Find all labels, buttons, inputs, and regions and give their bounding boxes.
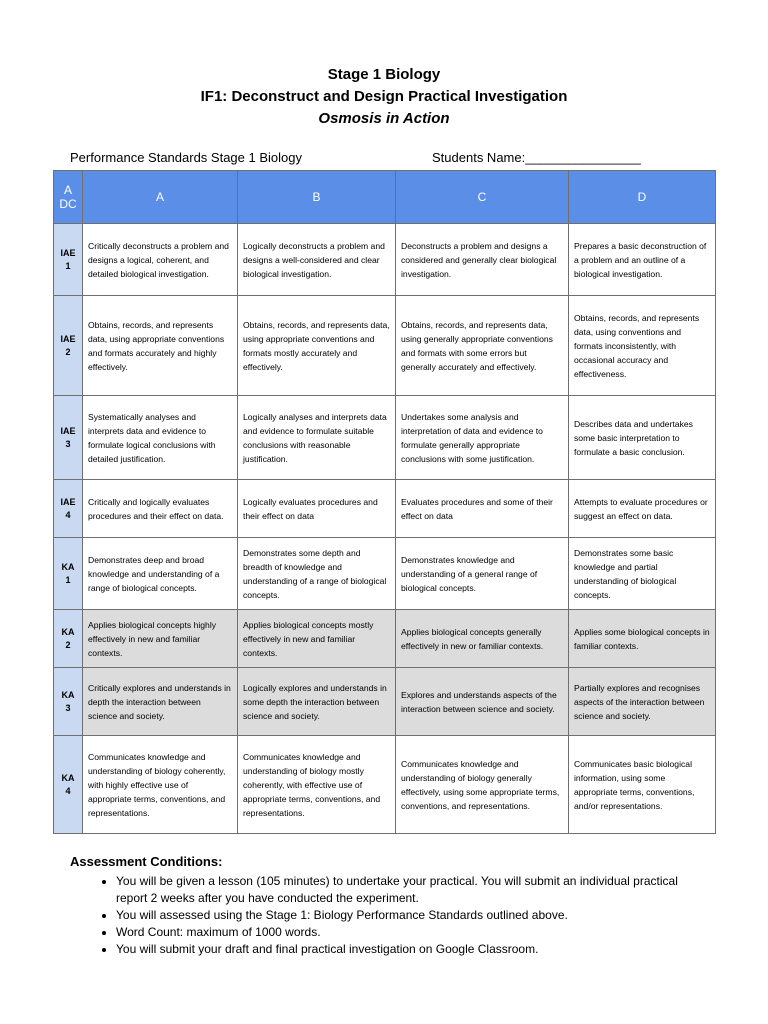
criterion-code: IAE 3 [54,396,83,480]
descriptor-cell: Obtains, records, and represents data, using conventions and formats inconsistently, with occasional accuracy and effectiveness. [569,296,716,396]
descriptor-cell: Applies biological concepts generally effectively in new or familiar contexts. [396,610,569,668]
descriptor-cell: Communicates knowledge and understanding of biology generally effectively, using some appropriate terms, conventions, and representations. [396,736,569,834]
rubric-row [54,538,716,610]
criterion-code: IAE 1 [54,224,83,296]
document-header [0,64,768,130]
descriptor-cell: Describes data and undertakes some basic interpretation to formulate a basic conclusion. [569,396,716,480]
rubric-row [54,736,716,834]
rubric-row [54,296,716,396]
descriptor-cell: Demonstrates knowledge and understanding of a general range of biological concepts. [396,538,569,610]
descriptor-cell: Demonstrates some basic knowledge and partial understanding of biological concepts. [569,538,716,610]
rubric-header-row [54,171,716,224]
rubric-row [54,396,716,480]
descriptor-cell: Communicates basic biological information, using some appropriate terms, conventions, and/or representations. [569,736,716,834]
conditions-heading: Assessment Conditions: [70,854,223,869]
descriptor-cell: Applies biological concepts mostly effectively in new and familiar contexts. [238,610,396,668]
descriptor-cell: Partially explores and recognises aspects of the interaction between science and society. [569,668,716,736]
grade-header: A [83,171,238,224]
condition-item: • Word Count: maximum of 1000 words. [116,924,710,941]
descriptor-cell: Systematically analyses and interprets data and evidence to formulate logical conclusions with detailed justification. [83,396,238,480]
criterion-code: KA 3 [54,668,83,736]
grade-header: B [238,171,396,224]
corner-cell: A DC [54,171,83,224]
rubric-row [54,480,716,538]
descriptor-cell: Logically analyses and interprets data and evidence to formulate suitable conclusions with reasonable justification. [238,396,396,480]
students-name-field: Students Name:________________ [432,150,641,165]
descriptor-cell: Logically deconstructs a problem and designs a well-considered and clear biological investigation. [238,224,396,296]
performance-standards-label: Performance Standards Stage 1 Biology [70,150,302,165]
descriptor-cell: Critically explores and understands in depth the interaction between science and society. [83,668,238,736]
descriptor-cell: Prepares a basic deconstruction of a problem and an outline of a biological investigation. [569,224,716,296]
rubric-row [54,610,716,668]
descriptor-cell: Communicates knowledge and understanding of biology coherently, with highly effective use of appropriate terms, conventions, and representations. [83,736,238,834]
document-title: Stage 1 Biology [327,66,441,83]
criterion-code: KA 1 [54,538,83,610]
grade-header: C [396,171,569,224]
document-topic: Osmosis in Action [318,110,450,127]
descriptor-cell: Explores and understands aspects of the interaction between science and society. [396,668,569,736]
condition-item: • You will be given a lesson (105 minutes) to undertake your practical. You will submit an individual practical report 2 weeks after you have conducted the experiment. [116,873,710,907]
descriptor-cell: Demonstrates deep and broad knowledge and understanding of a range of biological concepts. [83,538,238,610]
condition-item: • You will assessed using the Stage 1: Biology Performance Standards outlined above. [116,907,710,924]
descriptor-cell: Communicates knowledge and understanding of biology mostly coherently, with effective use of appropriate terms, conventions, and representations. [238,736,396,834]
criterion-code: KA 4 [54,736,83,834]
descriptor-cell: Deconstructs a problem and designs a considered and generally clear biological investigation. [396,224,569,296]
grade-header: D [569,171,716,224]
assessment-conditions [70,853,710,958]
descriptor-cell: Undertakes some analysis and interpretation of data and evidence to formulate generally appropriate conclusions with some justification. [396,396,569,480]
criterion-code: IAE 4 [54,480,83,538]
descriptor-cell: Critically and logically evaluates procedures and their effect on data. [83,480,238,538]
descriptor-cell: Obtains, records, and represents data, using generally appropriate conventions and formats with some errors but generally accurately and effectively. [396,296,569,396]
rubric-table [53,170,716,834]
descriptor-cell: Applies some biological concepts in familiar contexts. [569,610,716,668]
descriptor-cell: Attempts to evaluate procedures or suggest an effect on data. [569,480,716,538]
condition-item: • You will submit your draft and final practical investigation on Google Classroom. [116,941,710,958]
conditions-list [70,873,710,958]
descriptor-cell: Applies biological concepts highly effectively in new and familiar contexts. [83,610,238,668]
criterion-code: KA 2 [54,610,83,668]
criterion-code: IAE 2 [54,296,83,396]
rubric-row [54,224,716,296]
descriptor-cell: Evaluates procedures and some of their effect on data [396,480,569,538]
descriptor-cell: Critically deconstructs a problem and designs a logical, coherent, and detailed biological investigation. [83,224,238,296]
descriptor-cell: Logically evaluates procedures and their effect on data [238,480,396,538]
descriptor-cell: Obtains, records, and represents data, using appropriate conventions and formats accurately and highly effectively. [83,296,238,396]
descriptor-cell: Obtains, records, and represents data, using appropriate conventions and formats mostly accurately and effectively. [238,296,396,396]
document-subtitle: IF1: Deconstruct and Design Practical Investigation [200,88,568,105]
descriptor-cell: Demonstrates some depth and breadth of knowledge and understanding of a range of biological concepts. [238,538,396,610]
rubric-row [54,668,716,736]
descriptor-cell: Logically explores and understands in some depth the interaction between science and society. [238,668,396,736]
